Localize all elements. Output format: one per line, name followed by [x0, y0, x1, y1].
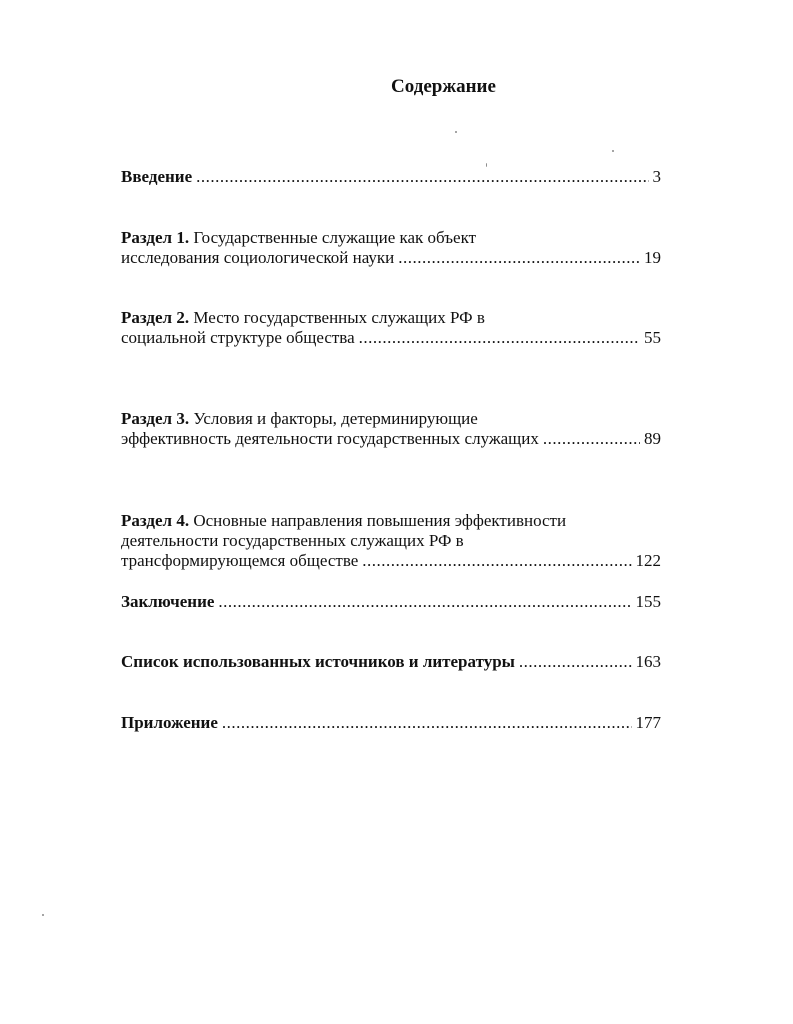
section-1-page-number: 19 — [644, 248, 661, 267]
toc-entry-section-3 — [121, 409, 661, 449]
section-4-label: Раздел 4. — [121, 511, 190, 530]
section-3-page-number: 89 — [644, 429, 661, 448]
toc-line — [121, 551, 661, 571]
conclusion-page-number: 155 — [635, 592, 661, 611]
toc-line — [121, 713, 661, 733]
toc-entry-intro — [121, 167, 661, 187]
section-4-page-number: 122 — [635, 551, 661, 570]
section-4-title-line-3: трансформирующемся обществе — [121, 551, 359, 570]
toc-line — [121, 592, 661, 612]
section-3-label: Раздел 3. — [121, 409, 190, 428]
intro-page-number: 3 — [652, 167, 661, 186]
section-2-label: Раздел 2. — [121, 308, 190, 327]
scan-speck — [455, 131, 457, 133]
section-3-title-line-1: Условия и факторы, детерминирующие — [193, 409, 478, 428]
section-4-title-line-2: деятельности государственных служащих РФ в — [121, 531, 464, 550]
toc-entry-conclusion — [121, 592, 661, 612]
toc-line — [121, 228, 661, 248]
section-1-title-line-2: исследования социологической науки — [121, 248, 395, 267]
intro-label: Введение — [121, 167, 193, 186]
toc-entry-appendix — [121, 713, 661, 733]
conclusion-label: Заключение — [121, 592, 215, 611]
section-2-title-line-2: социальной структуре общества — [121, 328, 355, 347]
dot-leaders — [196, 167, 648, 187]
dot-leaders — [398, 248, 640, 268]
dot-leaders — [222, 713, 632, 733]
toc-line — [121, 409, 661, 429]
dot-leaders — [362, 551, 631, 571]
dot-leaders — [218, 592, 631, 612]
toc-entry-section-2 — [121, 308, 661, 348]
section-1-title-line-1: Государственные служащие как объект — [193, 228, 477, 247]
toc-line — [121, 248, 661, 268]
toc-line — [121, 167, 661, 187]
section-4-title-line-1: Основные направления повышения эффективности — [193, 511, 567, 530]
toc-line — [121, 652, 661, 672]
section-1-label: Раздел 1. — [121, 228, 190, 247]
toc-line — [121, 531, 661, 551]
toc-line — [121, 328, 661, 348]
appendix-label: Приложение — [121, 713, 218, 732]
toc-entry-sources — [121, 652, 661, 672]
toc-line — [121, 308, 661, 328]
sources-page-number: 163 — [635, 652, 661, 671]
dot-leaders — [359, 328, 640, 348]
section-3-title-line-2: эффективность деятельности государственных служащих — [121, 429, 539, 448]
section-2-title-line-1: Место государственных служащих РФ в — [193, 308, 485, 327]
section-2-page-number: 55 — [644, 328, 661, 347]
dot-leaders — [519, 652, 632, 672]
toc-line — [121, 511, 661, 531]
appendix-page-number: 177 — [635, 713, 661, 732]
toc-entry-section-1 — [121, 228, 661, 268]
toc-entry-section-4 — [121, 511, 661, 571]
toc-line — [121, 429, 661, 449]
scan-speck — [42, 914, 44, 916]
scan-speck — [486, 163, 487, 167]
scan-speck — [612, 150, 614, 152]
sources-label: Список использованных источников и литературы — [121, 652, 515, 671]
dot-leaders — [543, 429, 640, 449]
toc-title: Содержание — [391, 76, 496, 97]
